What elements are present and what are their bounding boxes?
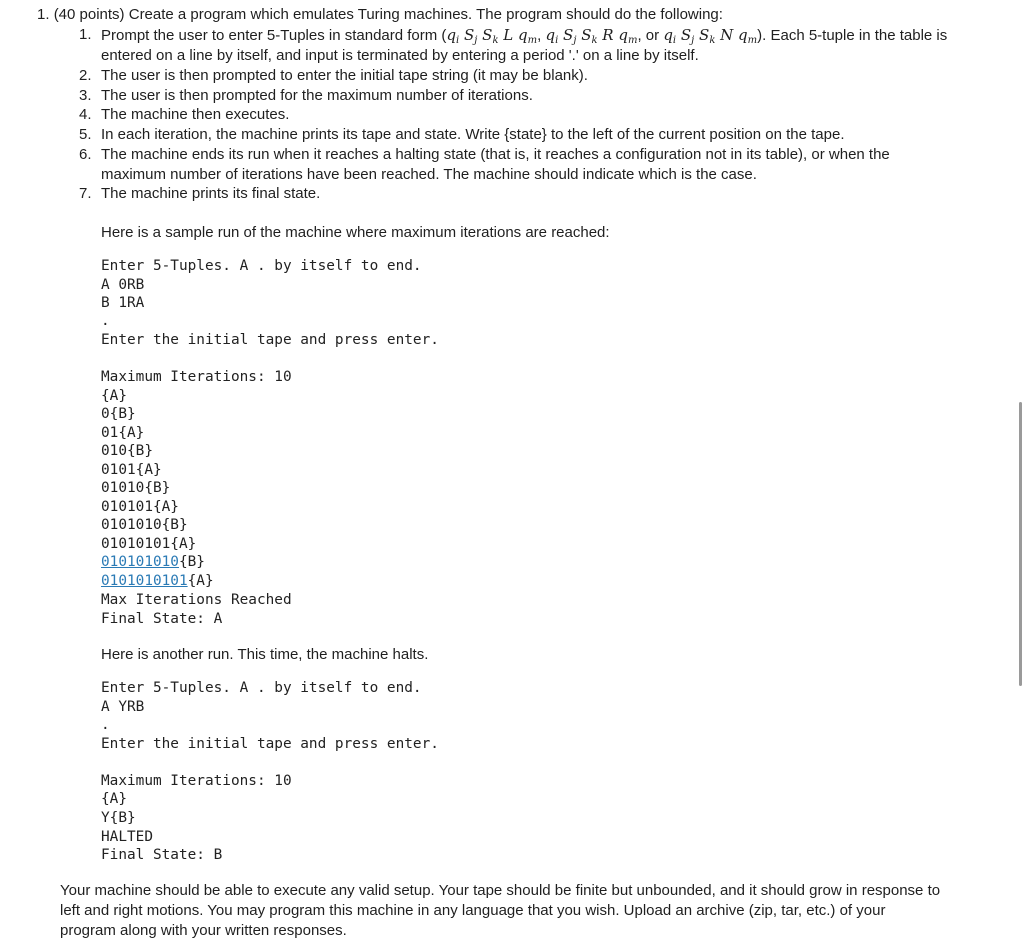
sample2-iteration: {A} — [101, 791, 127, 807]
sample1-iteration: 01{A} — [101, 425, 145, 441]
sample2-result: HALTED — [101, 829, 153, 845]
tuple-form-left: $q_i$ $S_j$ $S_k$ L $q_m$ — [446, 26, 538, 46]
closing-line: program along with your written responses. — [60, 922, 347, 939]
sample1-max-iterations: Maximum Iterations: 10 — [101, 369, 292, 385]
step-6-text: The machine ends its run when it reaches a halting state (that is, it reaches a configuration not in its table), or when the — [101, 146, 890, 163]
sample1-result: Max Iterations Reached — [101, 592, 292, 608]
sample1-iteration: 010101{A} — [101, 499, 179, 515]
step-1-text: Prompt the user to enter 5-Tuples in standard form ($q_i$ $S_j$ $S_k$ L $q_m$, $q_i$ $S_j$ $S_k$ R $q_m$, or $q_i$ $S_j$ $S_k$ N $q_m$). Each 5-tuple in the table is — [101, 26, 948, 46]
sample1-iteration: {A} — [101, 388, 127, 404]
tape-link[interactable]: 0101010101 — [101, 573, 188, 589]
tuple-form-right: $q_i$ $S_j$ $S_k$ R $q_m$ — [545, 26, 638, 46]
step-5-number: 5. — [79, 126, 92, 143]
sample1-iteration-linked — [101, 572, 214, 591]
tuple-form-none: $q_i$ $S_j$ $S_k$ N $q_m$ — [663, 26, 758, 46]
sample1-iteration: 01010101{A} — [101, 536, 197, 552]
step-4-text: The machine then executes. — [101, 106, 290, 123]
step-1-continuation: entered on a line by itself, and input is terminated by entering a period '.' on a line by itself. — [101, 47, 699, 64]
sample1-iteration: 0{B} — [101, 406, 136, 422]
question-intro: Create a program which emulates Turing machines. The program should do the following: — [128, 6, 723, 23]
question-number: 1. — [37, 6, 50, 23]
sample1-tuple-line: B 1RA — [101, 295, 145, 311]
vertical-scrollbar[interactable] — [1019, 402, 1022, 686]
step-2-text: The user is then prompted to enter the initial tape string (it may be blank). — [101, 67, 588, 84]
step-3-text: The user is then prompted for the maximum number of iterations. — [101, 87, 533, 104]
step-7-number: 7. — [79, 185, 92, 202]
sample1-iteration: 0101010{B} — [101, 517, 188, 533]
sample1-tuple-terminator: . — [101, 313, 110, 329]
step-6-continuation: maximum number of iterations have been reached. The machine should indicate which is the case. — [101, 166, 757, 183]
question-header — [37, 5, 723, 25]
sample2-tuple-line: A YRB — [101, 699, 145, 715]
sample1-intro: Here is a sample run of the machine where maximum iterations are reached: — [101, 224, 610, 241]
sample1-tuple-line: A 0RB — [101, 277, 145, 293]
sample1-prompt-tape: Enter the initial tape and press enter. — [101, 332, 439, 348]
step-2-number: 2. — [79, 67, 92, 84]
sample2-tuple-terminator: . — [101, 717, 110, 733]
step-1-number: 1. — [79, 26, 92, 43]
sample2-intro: Here is another run. This time, the machine halts. — [101, 646, 429, 663]
sample2-iteration: Y{B} — [101, 810, 136, 826]
sample1-final-state: Final State: A — [101, 611, 223, 627]
state-text: {A} — [187, 573, 214, 589]
sample2-final-state: Final State: B — [101, 847, 223, 863]
sample1-iteration-linked — [101, 553, 205, 572]
step-6-number: 6. — [79, 146, 92, 163]
closing-line: Your machine should be able to execute any valid setup. Your tape should be finite but unbounded, and it should grow in response to — [60, 882, 941, 899]
sample2-prompt-tuples: Enter 5-Tuples. A . by itself to end. — [101, 680, 422, 696]
sample1-iteration: 0101{A} — [101, 462, 162, 478]
step-5-text: In each iteration, the machine prints its tape and state. Write {state} to the left of the current position on the tape. — [101, 126, 845, 143]
step-4-number: 4. — [79, 106, 92, 123]
sample2-prompt-tape: Enter the initial tape and press enter. — [101, 736, 439, 752]
step-7-text: The machine prints its final state. — [101, 185, 321, 202]
sample1-prompt-tuples: Enter 5-Tuples. A . by itself to end. — [101, 258, 422, 274]
sample1-iteration: 010{B} — [101, 443, 153, 459]
sample2-max-iterations: Maximum Iterations: 10 — [101, 773, 292, 789]
state-text: {B} — [178, 554, 205, 570]
sample1-iteration: 01010{B} — [101, 480, 171, 496]
question-points: (40 points) — [53, 6, 125, 23]
closing-line: left and right motions. You may program this machine in any language that you wish. Upload an archive (zip, tar, etc.) of your — [60, 902, 886, 919]
tape-link[interactable]: 010101010 — [101, 554, 179, 570]
step-3-number: 3. — [79, 87, 92, 104]
